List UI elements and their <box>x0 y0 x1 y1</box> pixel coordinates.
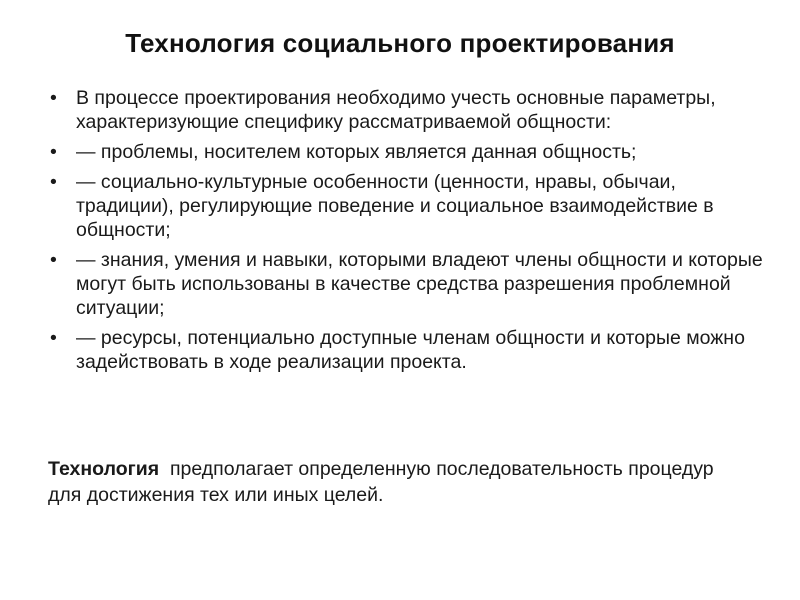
summary-text: предполагает определенную последовательность процедур для достижения тех или иных целей. <box>48 458 720 506</box>
bullet-item <box>48 140 768 164</box>
bullet-dot-icon: • <box>50 141 57 163</box>
bullet-text: — проблемы, носителем которых является данная общность; <box>76 141 637 163</box>
bullet-dot-icon: • <box>50 87 57 109</box>
bullet-dot-icon: • <box>50 171 57 193</box>
bullet-text: — знания, умения и навыки, которыми владеют члены общности и которые могут быть использованы в качестве средства разрешения проблемной ситуации; <box>76 249 763 319</box>
bullet-list <box>48 86 768 380</box>
bullet-item <box>48 326 768 374</box>
slide-title: Технология социального проектирования <box>125 28 675 58</box>
bullet-dot-icon: • <box>50 249 57 271</box>
bullet-item <box>48 248 768 320</box>
bullet-text: — социально-культурные особенности (ценности, нравы, обычаи, традиции), регулирующие поведение и социальное взаимодействие в общности; <box>76 171 714 241</box>
bullet-text: В процессе проектирования необходимо учесть основные параметры, характеризующие специфику рассматриваемой общности: <box>76 87 716 133</box>
bullet-item <box>48 86 768 134</box>
summary-paragraph <box>48 456 748 508</box>
bullet-item <box>48 170 768 242</box>
summary-term: Технология <box>48 458 160 480</box>
bullet-text: — ресурсы, потенциально доступные членам общности и которые можно задействовать в ходе реализации проекта. <box>76 327 745 373</box>
bullet-dot-icon: • <box>50 327 57 349</box>
